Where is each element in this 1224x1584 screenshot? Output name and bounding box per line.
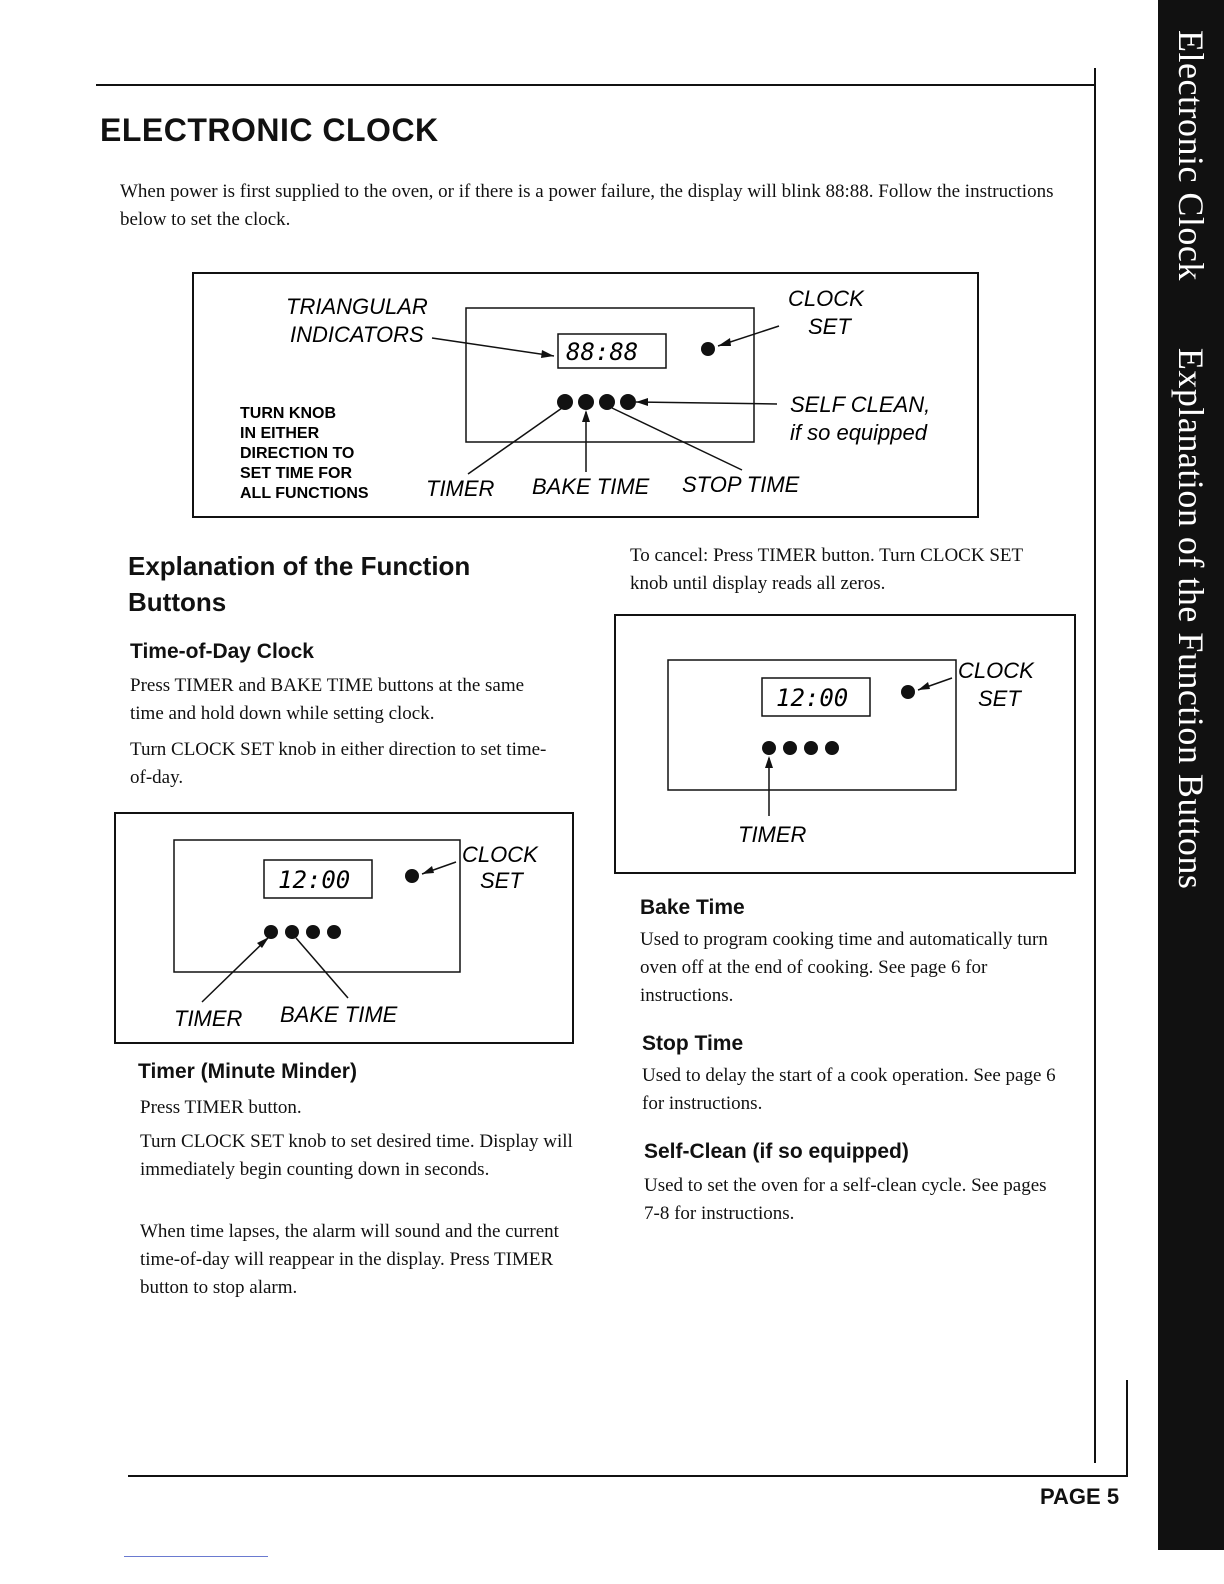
timer-label: TIMER [174, 1006, 243, 1031]
timer-button-icon [264, 925, 278, 939]
triangular-label: TRIANGULAR [286, 294, 428, 319]
clock-set-knob-icon [901, 685, 915, 699]
clock-label: CLOCK [958, 658, 1034, 683]
bake-time-button-icon [578, 394, 594, 410]
turn-knob-line: DIRECTION TO [240, 445, 355, 462]
bottom-rule [128, 1475, 1128, 1477]
self-clean-button-icon [327, 925, 341, 939]
bake-time-label: BAKE TIME [532, 474, 650, 499]
stop-time-button-icon [306, 925, 320, 939]
self-clean-button-icon [620, 394, 636, 410]
self-clean-heading: Self-Clean (if so equipped) [644, 1140, 909, 1163]
right-rule [1094, 68, 1096, 1463]
sidebar-tab-electronic-clock: Electronic Clock [1171, 30, 1211, 281]
clock-set-knob-icon [405, 869, 419, 883]
main-clock-diagram [192, 272, 979, 518]
section-heading-block [128, 548, 588, 620]
bake-time-label: BAKE TIME [280, 1002, 398, 1027]
turn-knob-line: SET TIME FOR [240, 465, 352, 482]
set-label: SET [978, 686, 1021, 711]
set-label: SET [808, 314, 851, 339]
stop-time-button-icon [804, 741, 818, 755]
page-title: ELECTRONIC CLOCK [100, 112, 439, 148]
timer-p2: Turn CLOCK SET knob to set desired time. Display will immediately begin counting down in seconds. [140, 1131, 573, 1180]
time-of-day-p1: Press TIMER and BAKE TIME buttons at the same time and hold down while setting clock. [130, 675, 525, 724]
intro-paragraph: When power is first supplied to the oven, or if there is a power failure, the display will blink 88:88. Follow the instructions below to set the clock. [120, 181, 1054, 230]
display-readout: 88:88 [566, 338, 639, 366]
stop-time-heading: Stop Time [642, 1032, 744, 1055]
stop-time-label: STOP TIME [682, 472, 800, 497]
self-clean-label: SELF CLEAN, [790, 392, 931, 417]
clock-label: CLOCK [788, 286, 864, 311]
bake-time-button-icon [285, 925, 299, 939]
clock-label: CLOCK [462, 842, 538, 867]
indicators-label: INDICATORS [290, 322, 424, 347]
self-clean-button-icon [825, 741, 839, 755]
turn-knob-line: TURN KNOB [240, 405, 336, 422]
set-label: SET [480, 868, 523, 893]
bake-time-button-icon [783, 741, 797, 755]
sidebar-label [1170, 30, 1212, 889]
section-heading: Explanation of the Function [128, 551, 471, 581]
cancel-diagram [614, 614, 1076, 874]
turn-knob-line: ALL FUNCTIONS [240, 485, 369, 502]
timer-p3: When time lapses, the alarm will sound and the current time-of-day will reappear in the display. Press TIMER button to stop alarm. [140, 1221, 559, 1298]
time-of-day-p2: Turn CLOCK SET knob in either direction to set time-of-day. [130, 739, 547, 788]
display-readout: 12:00 [776, 684, 849, 712]
bake-time-heading: Bake Time [640, 896, 745, 919]
timer-button-icon [557, 394, 573, 410]
bake-time-paragraph: Used to program cooking time and automatically turn oven off at the end of cooking. See page 6 for instructions. [640, 929, 1048, 1006]
self-clean-paragraph: Used to set the oven for a self-clean cycle. See pages 7-8 for instructions. [644, 1175, 1047, 1224]
cancel-paragraph: To cancel: Press TIMER button. Turn CLOCK SET knob until display reads all zeros. [630, 545, 1023, 594]
timer-label: TIMER [738, 822, 807, 847]
turn-knob-line: IN EITHER [240, 425, 320, 442]
time-of-day-diagram [114, 812, 574, 1044]
if-equipped-label: if so equipped [790, 420, 927, 445]
control-panel-outline [466, 308, 754, 442]
timer-button-icon [762, 741, 776, 755]
timer-heading: Timer (Minute Minder) [138, 1060, 357, 1083]
section-heading-cont: Buttons [128, 587, 227, 617]
top-rule [96, 84, 1096, 86]
clock-set-knob-icon [701, 342, 715, 356]
footer-link-line [124, 1556, 268, 1557]
timer-label: TIMER [426, 476, 495, 501]
time-of-day-heading: Time-of-Day Clock [130, 640, 314, 663]
sidebar-tab-explanation: Explanation of the Function Buttons [1171, 347, 1211, 890]
stop-time-paragraph: Used to delay the start of a cook operation. See page 6 for instructions. [642, 1065, 1056, 1114]
page-number: PAGE 5 [1040, 1484, 1120, 1509]
right-rule-lower [1126, 1380, 1128, 1475]
timer-p1: Press TIMER button. [140, 1097, 302, 1118]
display-readout: 12:00 [278, 866, 351, 894]
